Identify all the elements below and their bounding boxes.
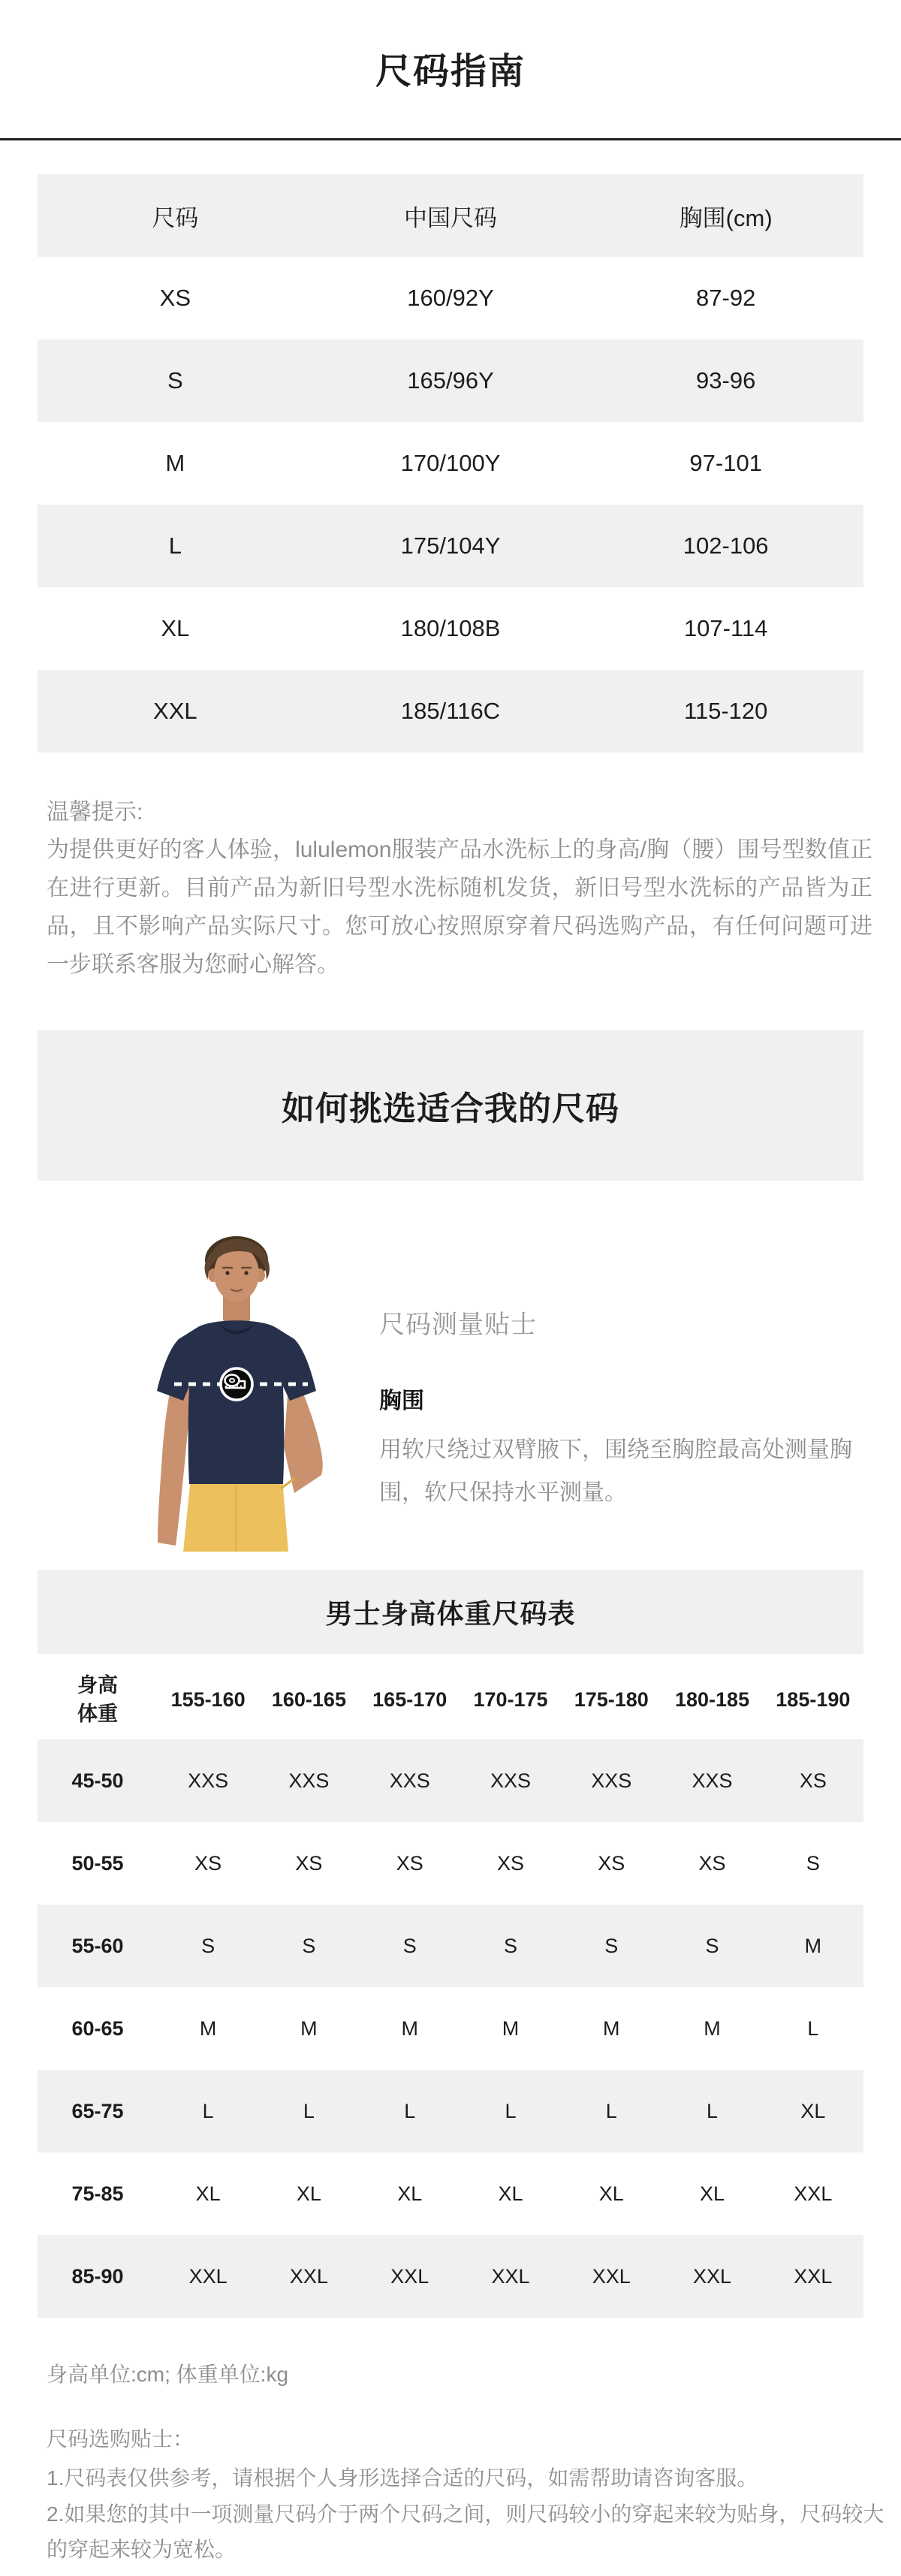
column-header: 中国尺码 [404,204,497,231]
weight-row-label: 50-55 [71,1851,124,1875]
size-cell: XXS [188,1769,229,1792]
title-divider [0,138,901,140]
size-cell: XL [800,2099,826,2122]
size-cell: XL [498,2182,523,2205]
column-header: 胸围(cm) [679,204,773,231]
height-column-header: 165-170 [372,1688,447,1711]
model-illustration [135,1214,405,1552]
size-cell: L [707,2099,719,2122]
purchase-tip-1: 1.尺码表仅供参考，请根据个人身形选择合适的尺码，如需帮助请咨询客服。 [47,2466,758,2490]
size-cell: XXL [592,2264,631,2288]
height-column-header: 160-165 [271,1688,346,1711]
size-cell: XXL [390,2264,429,2288]
size-cell: XXS [389,1769,430,1792]
table-row [38,587,863,670]
howto-title: 如何挑选适合我的尺码 [282,1090,619,1127]
size-cell: XXS [591,1769,632,1792]
table-cell: 115-120 [683,698,768,724]
size-cell: XS [496,1851,524,1875]
table-cell: 165/96Y [407,367,494,394]
size-cell: XXS [288,1769,330,1792]
corner-header [38,1671,158,1728]
table-cell: M [165,450,185,476]
table-row [38,1660,863,1739]
size-cell: XS [295,1851,323,1875]
size-cell: XXL [188,2264,228,2288]
weight-row-label: 55-60 [71,1934,124,1957]
table-row [38,2152,863,2235]
table-row [38,670,863,753]
size-cell: L [807,2016,819,2040]
size-cell: L [605,2099,617,2122]
table-row [38,1822,863,1905]
table-cell: XS [159,285,191,311]
size-cell: XXL [289,2264,328,2288]
height-column-header: 175-180 [574,1688,649,1711]
measure-tips-subtitle: 胸围 [379,1389,424,1413]
table-row [38,1987,863,2070]
size-cell: S [402,1934,417,1957]
size-cell: L [404,2099,416,2122]
size-cell: XL [296,2182,321,2205]
model-photo [135,1214,405,1552]
table-row [38,2070,863,2152]
size-cell: XL [195,2182,221,2205]
corner-header-label: 体重 [77,1703,118,1725]
weight-row-label: 60-65 [71,2016,124,2040]
size-cell: M [401,2016,418,2040]
weight-row-label: 85-90 [71,2264,124,2288]
size-cell: XXS [692,1769,733,1792]
men-table-title: 男士身高体重尺码表 [325,1597,576,1629]
table-cell: L [168,532,182,559]
height-column-header: 180-185 [675,1688,750,1711]
table-cell: 97-101 [689,450,762,476]
size-cell: XXL [693,2264,732,2288]
units-note: 身高单位:cm; 体重单位:kg [47,2363,289,2386]
size-cell: XL [700,2182,725,2205]
size-cell: XS [396,1851,423,1875]
table-cell: 185/116C [400,698,501,724]
size-cell: XXL [491,2264,530,2288]
men-size-table [38,1660,863,2318]
size-cell: L [202,2099,214,2122]
table-cell: 107-114 [683,615,768,641]
size-cell: XS [598,1851,625,1875]
size-table [38,174,863,753]
size-cell: M [300,2016,318,2040]
size-cell: M [603,2016,620,2040]
table-row [38,422,863,505]
weight-row-label: 65-75 [71,2099,124,2122]
tape-measure-icon [221,1368,252,1400]
notice-body: 为提供更好的客人体验，lululemon服装产品水洗标上的身高/胸（腰）围号型数值正在进行更新。目前产品为新旧号型水洗标随机发货，新旧号型水洗标的产品皆为正品，且不影响产品实际尺寸。您可放心按照原穿着尺码选购产品，有任何问题可进一步联系客服为您耐心解答。 [47,837,872,977]
table-cell: S [167,367,183,394]
table-cell: 102-106 [683,532,769,559]
size-cell: XS [799,1769,827,1792]
weight-row-label: 45-50 [71,1769,124,1792]
size-cell: XL [598,2182,624,2205]
size-cell: S [806,1851,820,1875]
corner-header-label: 身高 [77,1674,118,1697]
table-cell: XXL [153,698,197,724]
column-header: 尺码 [152,204,199,231]
table-cell: 87-92 [696,285,756,311]
size-cell: M [704,2016,721,2040]
size-cell: XXS [490,1769,531,1792]
table-cell: 180/108B [400,615,501,641]
men-table-section [38,1570,863,1654]
table-row [38,1739,863,1822]
size-cell: M [502,2016,520,2040]
size-cell: L [303,2099,315,2122]
measure-tips-title: 尺码测量贴士 [379,1311,537,1339]
purchase-tips-title: 尺码选购贴士： [47,2427,194,2451]
table-row [38,505,863,587]
size-cell: XL [397,2182,423,2205]
notice-title: 温馨提示: [47,800,143,825]
size-cell: L [505,2099,517,2122]
size-cell: XS [194,1851,222,1875]
size-cell: XXL [794,2182,833,2205]
table-row [38,2235,863,2318]
size-cell: S [302,1934,316,1957]
table-cell: 170/100Y [400,450,501,476]
howto-section [38,1030,863,1181]
page-title: 尺码指南 [375,52,526,92]
size-cell: XXL [794,2264,833,2288]
height-column-header: 185-190 [776,1688,851,1711]
height-column-header: 155-160 [170,1688,246,1711]
table-row [38,174,863,257]
size-cell: S [503,1934,517,1957]
size-cell: M [199,2016,217,2040]
table-row [38,257,863,339]
table-cell: XL [161,615,190,641]
table-row [38,339,863,422]
table-cell: 93-96 [696,367,756,394]
table-cell: 175/104Y [400,532,501,559]
size-cell: S [604,1934,619,1957]
size-cell: S [705,1934,719,1957]
height-column-header: 170-175 [473,1688,548,1711]
size-cell: XS [698,1851,726,1875]
measure-tips-body: 用软尺绕过双臂腋下，围绕至胸腔最高处测量胸围，软尺保持水平测量。 [379,1437,852,1505]
purchase-tip-2: 2.如果您的其中一项测量尺码介于两个尺码之间，则尺码较小的穿起来较为贴身，尺码较大的穿起来较为宽松。 [47,2502,884,2561]
size-cell: M [804,1934,822,1957]
table-row [38,1905,863,1987]
weight-row-label: 75-85 [71,2182,124,2205]
size-cell: S [201,1934,215,1957]
table-cell: 160/92Y [407,285,494,311]
